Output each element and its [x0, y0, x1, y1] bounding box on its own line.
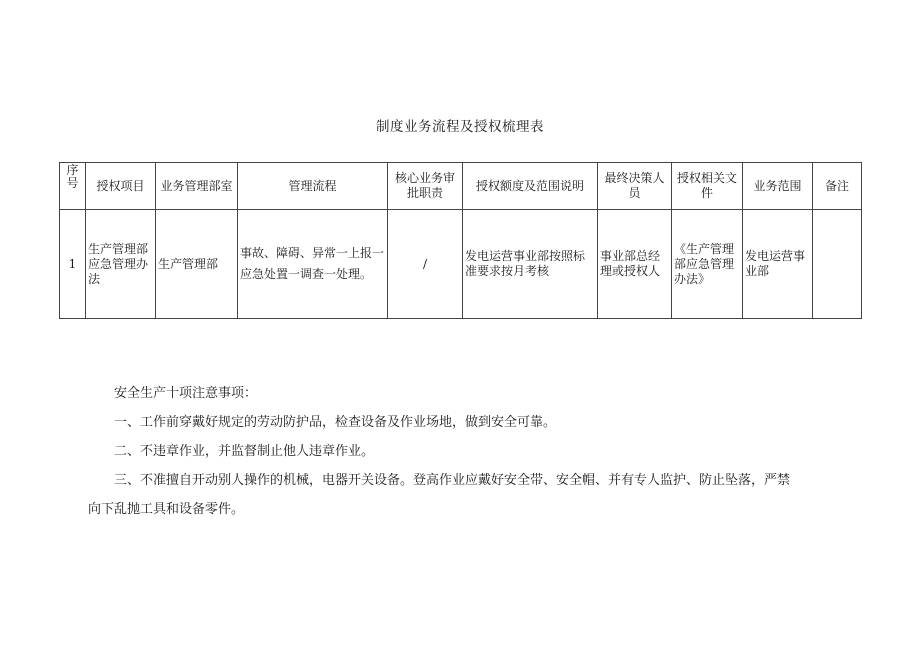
table-row: [60, 210, 862, 319]
header-process: 管理流程: [238, 163, 388, 210]
header-limit: 授权额度及范围说明: [463, 163, 598, 210]
notes-heading: 安全生产十项注意事项：: [114, 386, 258, 401]
note-item-2: 二、不违章作业，并监督制止他人违章作业。: [114, 444, 375, 459]
cell-scope: 发电运营事业部: [743, 210, 813, 319]
cell-core-duty: /: [388, 210, 463, 319]
safety-notes: [88, 379, 864, 524]
cell-documents: 《生产管理部应急管理办法》: [672, 210, 743, 319]
header-remarks: 备注: [813, 163, 862, 210]
header-item: 授权项目: [86, 163, 156, 210]
header-documents: 授权相关文件: [672, 163, 743, 210]
cell-process: 事故、障碍、异常一上报一应急处置一调查一处理。: [238, 210, 388, 319]
cell-seq: 1: [60, 210, 86, 319]
table-header-row: [60, 163, 862, 210]
cell-limit: 发电运营事业部按照标准要求按月考核: [463, 210, 598, 319]
cell-decision-maker: 事业部总经理或授权人: [598, 210, 672, 319]
note-item-1: 一、工作前穿戴好规定的劳动防护品，检查设备及作业场地，做到安全可靠。: [114, 415, 557, 430]
header-core-duty: 核心业务审批职责: [388, 163, 463, 210]
note-item-3: 三、不准擅自开动别人操作的机械，电器开关设备。登高作业应戴好安全带、安全帽、并有专人监护、防止坠落，严禁: [114, 473, 791, 488]
header-scope: 业务范围: [743, 163, 813, 210]
cell-dept: 生产管理部: [156, 210, 238, 319]
header-dept: 业务管理部室: [156, 163, 238, 210]
header-seq: 序号: [60, 163, 86, 210]
authorization-table: [59, 162, 862, 319]
header-decision-maker: 最终决策人员: [598, 163, 672, 210]
note-item-3-continuation: 向下乱抛工具和设备零件。: [88, 502, 245, 517]
cell-item: 生产管理部应急管理办法: [86, 210, 156, 319]
document-title: 制度业务流程及授权梳理表: [376, 119, 544, 135]
cell-remarks: [813, 210, 862, 319]
